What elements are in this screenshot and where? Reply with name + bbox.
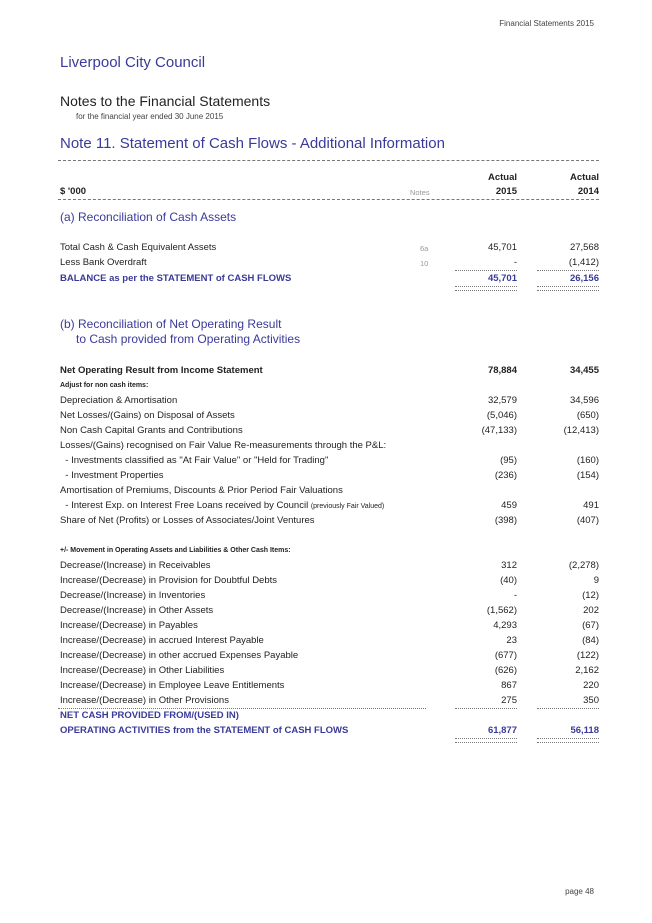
row-value-2015: (1,562) — [486, 605, 517, 616]
row-label-suffix: (previously Fair Valued) — [310, 503, 385, 510]
row-value-2015: (47,133) — [481, 425, 517, 436]
row-label: Decrease/(Increase) in Other Assets — [60, 605, 214, 616]
net-cash-total-label-line2: OPERATING ACTIVITIES from the STATEMENT of CASH FLOWS — [60, 725, 349, 736]
row-value-2015: - — [513, 590, 517, 601]
row-label: Net Losses/(Gains) on Disposal of Assets — [60, 410, 235, 421]
row-value-2014: 491 — [583, 500, 599, 511]
col-2015-top: Actual — [487, 172, 517, 183]
row-value-2015: 312 — [501, 560, 517, 571]
row-value-2015: (5,046) — [486, 410, 517, 421]
row-label-with-suffix — [60, 500, 384, 511]
row-note-ref: 6a — [420, 244, 429, 253]
row-label: Decrease/(Increase) in Inventories — [60, 590, 206, 601]
row-label: Increase/(Decrease) in accrued Interest Payable — [60, 635, 264, 646]
total-double-rule-2015 — [455, 738, 517, 743]
balance-total-2015: 45,701 — [487, 273, 517, 284]
section-a-title: (a) Reconciliation of Cash Assets — [60, 210, 237, 224]
row-value-2014: (67) — [582, 620, 599, 631]
net-operating-result-2014: 34,455 — [569, 365, 599, 376]
row-value-2015: (236) — [494, 470, 517, 481]
movement-label: +/- Movement in Operating Assets and Liabilities & Other Cash Items: — [60, 547, 291, 554]
row-label: Non Cash Capital Grants and Contributions — [60, 425, 243, 436]
row-value-2014: (650) — [576, 410, 599, 421]
section-b-title-line1: (b) Reconciliation of Net Operating Result — [60, 317, 282, 331]
notes-column-header: Notes — [410, 188, 430, 197]
row-label: Share of Net (Profits) or Losses of Associates/Joint Ventures — [60, 515, 315, 526]
subtotal-rule-2014 — [537, 708, 599, 709]
subtotal-rule-2015 — [455, 270, 517, 271]
row-label: Losses/(Gains) recognised on Fair Value Re-measurements through the P&L: — [60, 440, 387, 451]
row-value-2014: 9 — [593, 575, 599, 586]
net-cash-total-2015: 61,877 — [487, 725, 517, 736]
row-value-2014: (1,412) — [568, 257, 599, 268]
balance-total-label: BALANCE as per the STATEMENT of CASH FLOWS — [60, 273, 292, 284]
net-operating-result-label: Net Operating Result from Income Statement — [60, 365, 263, 376]
row-value-2015: (626) — [494, 665, 517, 676]
report-header: Financial Statements 2015 — [499, 19, 594, 28]
subtotal-rule-label — [58, 708, 426, 709]
page-number: page 48 — [565, 887, 594, 896]
council-name: Liverpool City Council — [60, 54, 206, 71]
total-double-rule-2014 — [537, 286, 599, 291]
row-value-2014: 350 — [583, 695, 599, 706]
row-value-2015: 459 — [501, 500, 517, 511]
net-operating-result-2015: 78,884 — [487, 365, 517, 376]
row-value-2015: (40) — [500, 575, 517, 586]
row-label: - Investment Properties — [60, 470, 164, 481]
row-value-2015: (398) — [494, 515, 517, 526]
note-heading: Note 11. Statement of Cash Flows - Additional Information — [60, 135, 445, 152]
notes-title: Notes to the Financial Statements — [60, 93, 271, 109]
row-note-ref: 10 — [420, 259, 429, 268]
row-label: Amortisation of Premiums, Discounts & Prior Period Fair Valuations — [60, 485, 343, 496]
header-top-rule — [58, 160, 599, 161]
row-value-2014: 27,568 — [569, 242, 599, 253]
row-value-2015: 4,293 — [493, 620, 517, 631]
row-label: Increase/(Decrease) in Other Provisions — [60, 695, 229, 706]
row-value-2014: (160) — [576, 455, 599, 466]
col-2014-year: 2014 — [577, 186, 599, 197]
row-value-2014: (84) — [582, 635, 599, 646]
row-value-2015: 32,579 — [487, 395, 517, 406]
row-value-2015: 275 — [501, 695, 517, 706]
header-bottom-rule — [58, 199, 599, 200]
row-label: Increase/(Decrease) in other accrued Expenses Payable — [60, 650, 299, 661]
row-label: Less Bank Overdraft — [60, 257, 147, 268]
row-label: - Investments classified as "At Fair Value" or "Held for Trading" — [60, 455, 329, 466]
row-value-2015: (677) — [494, 650, 517, 661]
adjust-label: Adjust for non cash items: — [60, 382, 149, 389]
row-label: - Interest Exp. on Interest Free Loans received by Council — [60, 500, 309, 511]
section-b-title-line2: to Cash provided from Operating Activities — [76, 332, 301, 346]
row-value-2014: 34,596 — [569, 395, 599, 406]
row-label: Increase/(Decrease) in Provision for Doubtful Debts — [60, 575, 278, 586]
col-2015-year: 2015 — [495, 186, 517, 197]
row-value-2014: (407) — [576, 515, 599, 526]
row-label: Increase/(Decrease) in Payables — [60, 620, 198, 631]
row-value-2014: 2,162 — [575, 665, 599, 676]
balance-total-2014: 26,156 — [569, 273, 599, 284]
units-label: $ '000 — [60, 186, 87, 197]
row-label: Increase/(Decrease) in Other Liabilities — [60, 665, 225, 676]
row-value-2015: (95) — [500, 455, 517, 466]
row-value-2014: (12) — [582, 590, 599, 601]
col-2014-top: Actual — [569, 172, 599, 183]
row-label: Increase/(Decrease) in Employee Leave Entitlements — [60, 680, 285, 691]
subtotal-rule-2015 — [455, 708, 517, 709]
row-value-2015: 23 — [506, 635, 517, 646]
row-value-2014: (122) — [576, 650, 599, 661]
net-cash-total-label-line1: NET CASH PROVIDED FROM/(USED IN) — [60, 710, 239, 721]
row-label: Decrease/(Increase) in Receivables — [60, 560, 211, 571]
notes-subtitle: for the financial year ended 30 June 2015 — [76, 112, 224, 121]
net-cash-total-2014: 56,118 — [570, 725, 599, 736]
total-double-rule-2015 — [455, 286, 517, 291]
row-value-2014: 220 — [583, 680, 599, 691]
subtotal-rule-2014 — [537, 270, 599, 271]
row-value-2015: - — [513, 257, 517, 268]
row-value-2015: 45,701 — [487, 242, 517, 253]
row-label: Depreciation & Amortisation — [60, 395, 178, 406]
row-value-2014: (12,413) — [563, 425, 599, 436]
row-value-2014: 202 — [583, 605, 599, 616]
row-label: Total Cash & Cash Equivalent Assets — [60, 242, 217, 253]
row-value-2014: (154) — [576, 470, 599, 481]
total-double-rule-2014 — [537, 738, 599, 743]
row-value-2014: (2,278) — [568, 560, 599, 571]
row-value-2015: 867 — [501, 680, 517, 691]
